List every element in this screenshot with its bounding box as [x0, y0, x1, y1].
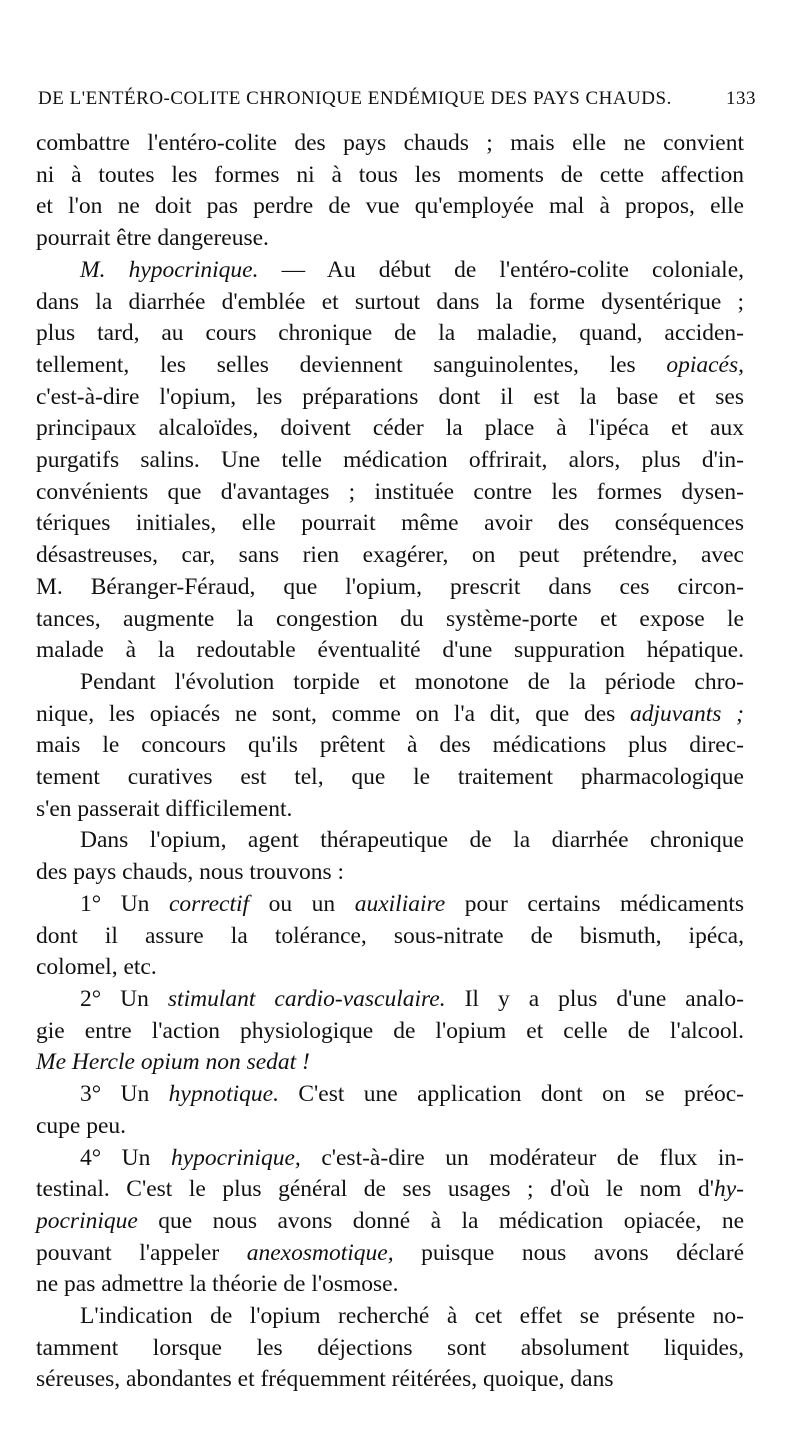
text-line — [36, 572, 744, 604]
line-text: dont il assure la tolérance, sous-nitrate de bismuth, ipéca, — [36, 922, 744, 949]
text-line — [36, 1301, 744, 1333]
text-line — [36, 540, 744, 572]
line-text: ni à toutes les formes ni à tous les moments de cette affection — [36, 161, 744, 188]
line-text: séreuses, abondantes et fréquemment réitérées, quoique, dans — [36, 1366, 614, 1393]
body-text — [36, 128, 744, 1396]
line-text: — Au début de l'entéro-colite coloniale, — [258, 256, 744, 283]
text-line — [36, 667, 744, 699]
line-text: tances, augmente la congestion du système-porte et expose le — [36, 605, 744, 632]
line-text: ou un — [249, 890, 355, 917]
text-line — [36, 508, 744, 540]
line-text: pourrait être dangereuse. — [36, 225, 269, 252]
text-line — [36, 1047, 744, 1079]
line-text: désastreuses, car, sans rien exagérer, on peut prétendre, avec — [36, 542, 744, 569]
text-line — [36, 1016, 744, 1048]
text-line — [36, 604, 744, 636]
line-text: purgatifs salins. Une telle médication offrirait, alors, plus d'in- — [36, 447, 744, 474]
line-text: Pendant l'évolution torpide et monotone de la période chro- — [80, 668, 744, 695]
line-text: principaux alcaloïdes, doivent céder la place à l'ipéca et aux — [36, 415, 744, 442]
line-text: c'est-à-dire l'opium, les préparations dont il est la base et ses — [36, 383, 744, 410]
line-text: nique, les opiacés ne sont, comme on l'a dit, que des — [36, 700, 631, 727]
text-line — [36, 794, 744, 826]
text-line — [36, 825, 744, 857]
text-line — [36, 952, 744, 984]
line-text: puisque nous avons déclaré — [393, 1239, 744, 1266]
text-line — [36, 350, 744, 382]
text-line — [36, 857, 744, 889]
text-line — [36, 635, 744, 667]
text-line — [36, 1333, 744, 1365]
line-text: tériques initiales, elle pourrait même avoir des conséquences — [36, 510, 744, 537]
line-text: M. Béranger-Féraud, que l'opium, prescrit dans ces circon- — [36, 573, 744, 600]
text-line — [36, 287, 744, 319]
text-line — [36, 445, 744, 477]
line-text: 3° Un — [80, 1081, 169, 1108]
line-text: tement curatives est tel, que le traitement pharmacologique — [36, 764, 744, 791]
text-line — [36, 699, 744, 731]
text-line — [36, 191, 744, 223]
text-line — [36, 1206, 744, 1238]
line-text: dans la diarrhée d'emblée et surtout dans la forme dysentérique ; — [36, 288, 744, 315]
line-text: 2° Un — [80, 985, 168, 1012]
line-text: C'est une application dont on se préoc- — [278, 1081, 744, 1108]
italic-term: stimulant cardio-vasculaire. — [167, 985, 446, 1012]
italic-term: opiacés, — [666, 351, 744, 378]
italic-term: Me Hercle opium non sedat ! — [36, 1049, 310, 1076]
text-line — [36, 477, 744, 509]
line-text: Il y a plus d'une analo- — [445, 985, 744, 1012]
line-text: malade à la redoutable éventualité d'une suppuration hépatique. — [36, 637, 744, 664]
italic-term: auxiliaire — [354, 890, 446, 917]
text-line — [36, 1269, 744, 1301]
italic-term: anexosmotique, — [246, 1239, 394, 1266]
text-line — [36, 1079, 744, 1111]
italic-term: pocrinique — [36, 1207, 138, 1234]
line-text: des pays chauds, nous trouvons : — [36, 859, 345, 886]
line-text: convénients que d'avantages ; instituée contre les formes dysen- — [36, 478, 744, 505]
line-text: pouvant l'appeler — [36, 1239, 247, 1266]
line-text: combattre l'entéro-colite des pays chauds ; mais elle ne convient — [36, 130, 744, 156]
text-line — [36, 318, 744, 350]
line-text: c'est-à-dire un modérateur de flux in- — [300, 1144, 745, 1171]
line-text: cupe peu. — [36, 1112, 127, 1139]
line-text: colomel, etc. — [36, 954, 157, 981]
italic-term: hypocrinique, — [170, 1144, 301, 1171]
line-text: 4° Un — [80, 1144, 171, 1171]
italic-term: correctif — [168, 890, 250, 917]
line-text: que nous avons donné à la médication opiacée, ne — [137, 1207, 744, 1234]
text-line — [36, 382, 744, 414]
line-text: testinal. C'est le plus général de ses usages ; d'où le nom d' — [36, 1176, 714, 1203]
line-text: 1° Un — [80, 890, 169, 917]
italic-term: M. hypocrinique. — [80, 256, 259, 283]
italic-term: hy- — [713, 1176, 744, 1203]
text-line — [36, 223, 744, 255]
text-line — [36, 1364, 744, 1396]
line-text: tellement, les selles deviennent sanguinolentes, les — [36, 351, 667, 378]
line-text: gie entre l'action physiologique de l'opium et celle de l'alcool. — [36, 1017, 744, 1044]
line-text: s'en passerait difficilement. — [36, 795, 293, 822]
text-line — [36, 160, 744, 192]
text-line — [36, 128, 744, 160]
text-line — [36, 730, 744, 762]
line-text: plus tard, au cours chronique de la maladie, quand, acciden- — [36, 320, 744, 347]
page-number: 133 — [726, 88, 756, 109]
text-line — [36, 762, 744, 794]
running-title: DE L'ENTÉRO-COLITE CHRONIQUE ENDÉMIQUE DES PAYS CHAUDS. — [38, 88, 672, 109]
line-text: pour certains médicaments — [445, 890, 745, 917]
line-text: et l'on ne doit pas perdre de vue qu'employée mal à propos, elle — [36, 193, 744, 220]
italic-term: hypnotique. — [168, 1081, 279, 1108]
text-line — [36, 921, 744, 953]
text-line — [36, 1143, 744, 1175]
italic-term: adjuvants ; — [630, 700, 744, 727]
running-header — [38, 88, 756, 110]
text-line — [36, 984, 744, 1016]
line-text: L'indication de l'opium recherché à cet effet se présente no- — [80, 1303, 744, 1330]
line-text: Dans l'opium, agent thérapeutique de la diarrhée chronique — [80, 827, 744, 854]
text-line — [36, 1238, 744, 1270]
text-line — [36, 1174, 744, 1206]
text-line — [36, 255, 744, 287]
line-text: ne pas admettre la théorie de l'osmose. — [36, 1271, 399, 1298]
text-line — [36, 889, 744, 921]
line-text: tamment lorsque les déjections sont absolument liquides, — [36, 1334, 744, 1361]
line-text: mais le concours qu'ils prêtent à des médications plus direc- — [36, 732, 744, 759]
text-line — [36, 1111, 744, 1143]
text-line — [36, 413, 744, 445]
